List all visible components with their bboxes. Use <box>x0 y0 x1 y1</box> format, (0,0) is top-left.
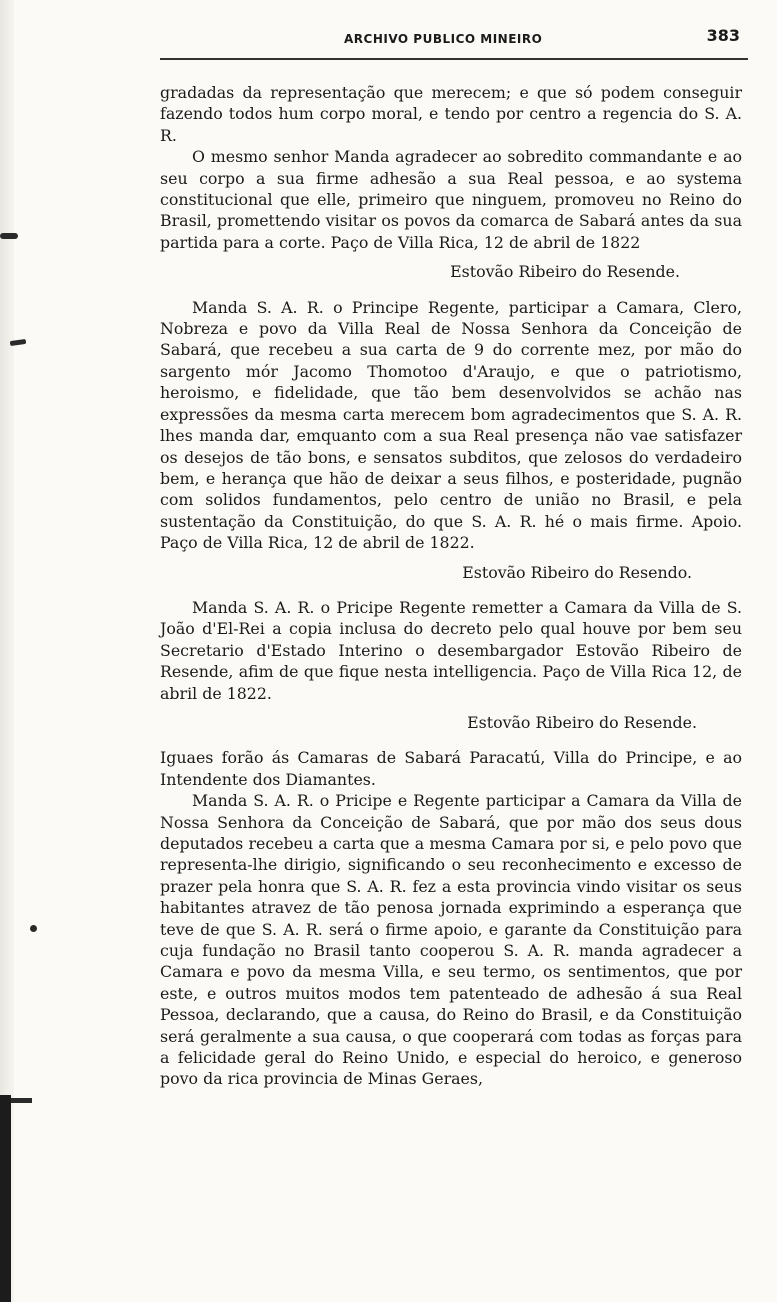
running-title: ARCHIVO PUBLICO MINEIRO <box>344 32 543 46</box>
header-rule <box>160 58 748 60</box>
ink-blot <box>10 339 27 346</box>
signature: Estovão Ribeiro do Resende. <box>450 262 680 282</box>
paragraph: Manda S. A. R. o Pricipe Regente remetter a Camara da Villa de S. João d'El-Rei a copia inclusa do decreto pelo qual houve por bem seu Secretario d'Estado Interino o desembargador Estovão Ribeiro de Resende, afim de que fique nesta intelligencia. Paço de Villa Rica 12, de abril de 1822. <box>160 597 742 703</box>
paragraph: Iguaes forão ás Camaras de Sabará Paracatú, Villa do Principe, e ao Intendente dos Diamantes. <box>160 748 742 789</box>
ink-blot <box>30 925 37 932</box>
ink-blot <box>0 233 18 239</box>
paragraph: Manda S. A. R. o Principe Regente, participar a Camara, Clero, Nobreza e povo da Villa Real de Nossa Senhora da Conceição de Sabará, que recebeu a sua carta de 9 do corrente mez, por mão do sargento mór Jacomo Thomotoo d'Araujo, e que o patriotismo, heroismo, e fidelidade, que tão bem desenvolvidos se achão nas expressões da mesma carta merecem bom agradecimentos que S. A. R. lhes manda dar, emquanto com a sua Real presença não vae satisfazer os desejos de tão bons, e sensatos subditos, que zelosos do verdadeiro bem, e herança que hão de deixar a seus filhos, e posteridade, pugnão com solidos fundamentos, pelo centro de união no Brasil, e pela sustentação da Constituição, do que S. A. R. hé o mais firme. Apoio. Paço de Villa Rica, 12 de abril de 1822. <box>160 297 742 553</box>
paragraph: gradadas da representação que merecem; e que só podem conseguir fazendo todos hum corpo moral, e tendo por centro a regencia do S. A. R. <box>160 83 742 145</box>
page-header <box>160 26 748 50</box>
signature: Estovão Ribeiro do Resendo. <box>462 562 692 582</box>
paragraph: Manda S. A. R. o Pricipe e Regente participar a Camara da Villa de Nossa Senhora da Conceição de Sabará, que por mão dos seus dous deputados recebeu a carta que a mesma Camara por si, e pelo povo que representa-lhe dirigio, significando o seu reconhecimento e excesso de prazer pela honra que S. A. R. fez a esta provincia vindo visitar os seus habitantes atravez de tão penosa jornada exprimindo a esperança que teve de que S. A. R. será o firme apoio, e garante da Constituição para cuja fundação no Brasil tanto cooperou S. A. R. manda agradecer a Camara e povo da mesma Villa, e seu termo, os sentimentos, que por este, e outros muitos modos tem patenteado de adhesão á sua Real Pessoa, declarando, que a causa, do Reino do Brasil, e da Constituição será geralmente a sua causa, o que cooperará com todas as forças para a felicidade geral do Reino Unido, e especial do heroico, e generoso povo da rica provincia de Minas Geraes, <box>160 791 742 1089</box>
paragraph: O mesmo senhor Manda agradecer ao sobredito commandante e ao seu corpo a sua firme adhesão a sua Real pessoa, e ao systema constitucional que elle, primeiro que ninguem, promoveu no Reino do Brasil, promettendo visitar os povos da comarca de Sabará antes da sua partida para a corte. Paço de Villa Rica, 12 de abril de 1822 <box>160 147 742 252</box>
signature: Estovão Ribeiro do Resende. <box>467 712 697 732</box>
document-body <box>160 82 742 1090</box>
binding-shadow <box>0 1095 11 1302</box>
page-number: 383 <box>706 26 740 45</box>
